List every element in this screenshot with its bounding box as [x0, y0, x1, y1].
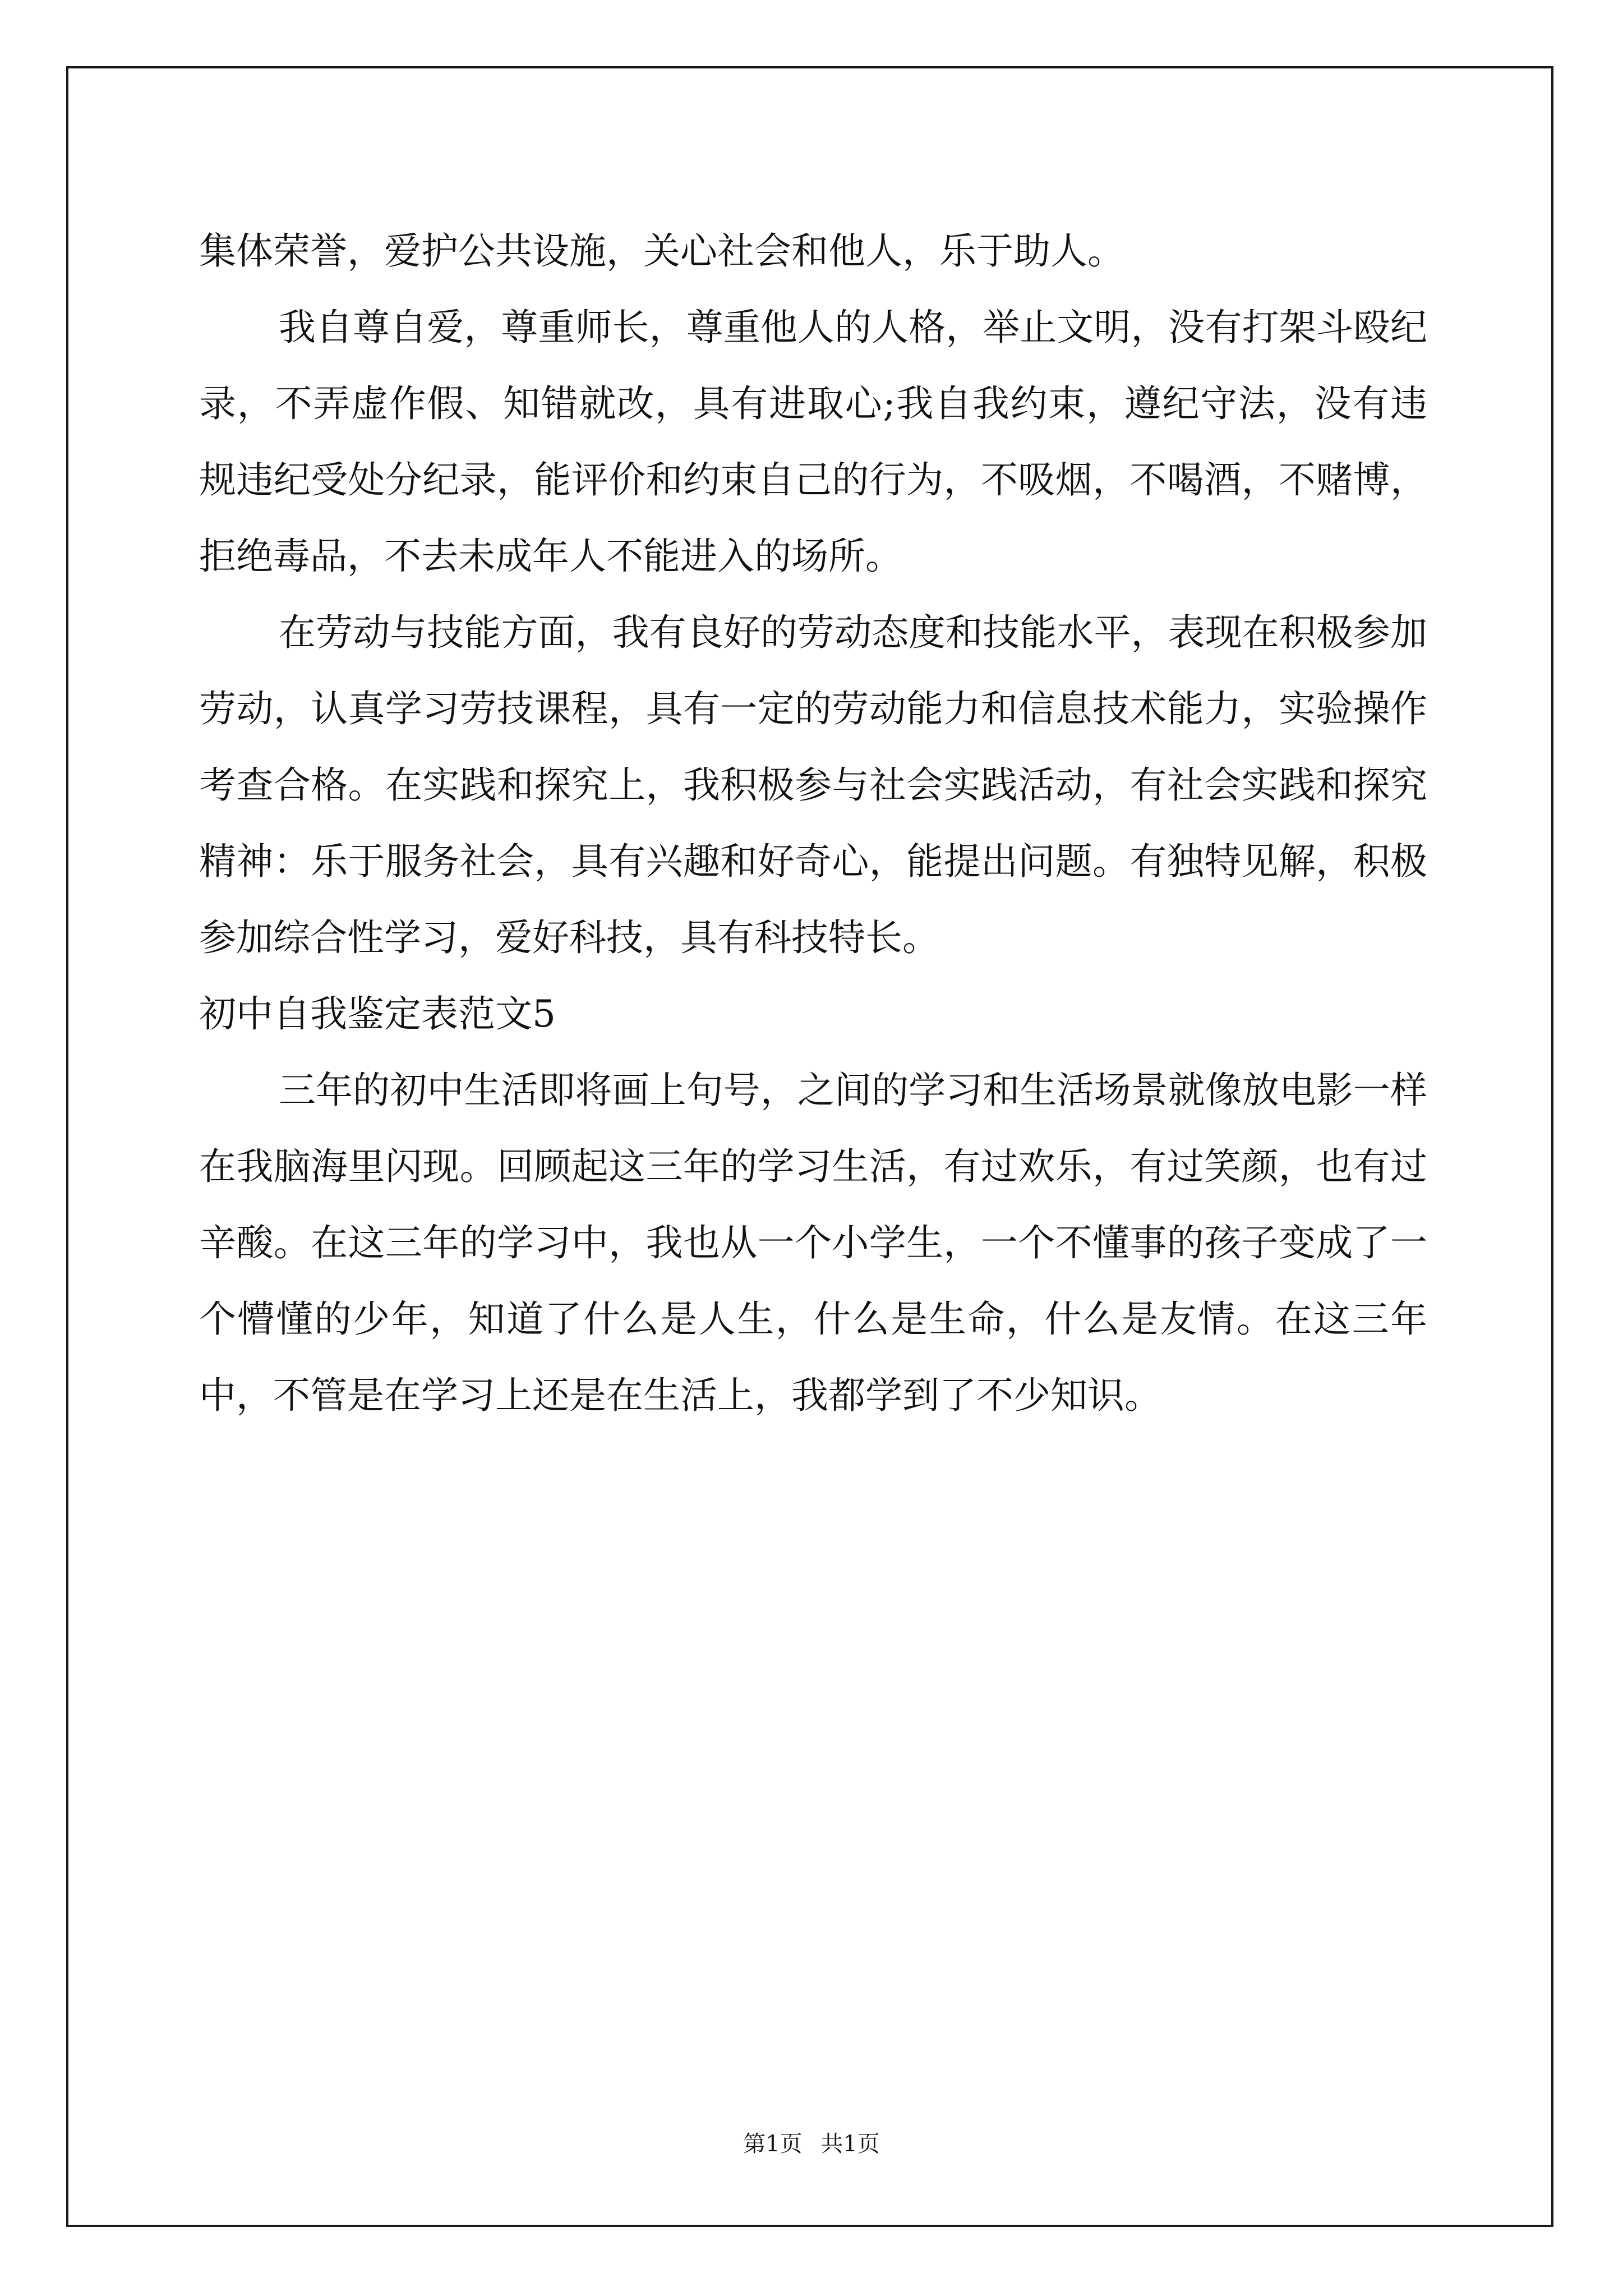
paragraph-4: 三年的初中生活即将画上句号，之间的学习和生活场景就像放电影一样在我脑海里闪现。回顾起这三年的学习生活，有过欢乐，有过笑颜，也有过辛酸。在这三年的学习中，我也从一个小学生，一个不懂事的孩子变成了一个懵懂的少年，知道了什么是人生，什么是生命，什么是友情。在这三年中，不管是在学习上还是在生活上，我都学到了不少知识。 [199, 1069, 1427, 1417]
section-heading: 初中自我鉴定表范文5 [199, 992, 556, 1036]
paragraph-2: 我自尊自爱，尊重师长，尊重他人的人格，举止文明，没有打架斗殴纪录，不弄虚作假、知错就改，具有进取心;我自我约束，遵纪守法，没有违规违纪受处分纪录，能评价和约束自己的行为，不吸烟，不喝酒，不赌博，拒绝毒品，不去未成年人不能进入的场所。 [199, 306, 1427, 578]
page-number: 第1页 [743, 2131, 803, 2157]
page-total: 共1页 [820, 2131, 880, 2157]
paragraph-1: 集体荣誉，爱护公共设施，关心社会和他人，乐于助人。 [199, 229, 1124, 273]
document-body [199, 213, 1427, 1434]
paragraph-3: 在劳动与技能方面，我有良好的劳动态度和技能水平，表现在积极参加劳动，认真学习劳技课程，具有一定的劳动能力和信息技术能力，实验操作考查合格。在实践和探究上，我积极参与社会实践活动，有社会实践和探究精神：乐于服务社会，具有兴趣和好奇心，能提出问题。有独特见解，积极参加综合性学习，爱好科技，具有科技特长。 [199, 611, 1427, 959]
page-footer [0, 2126, 1623, 2158]
